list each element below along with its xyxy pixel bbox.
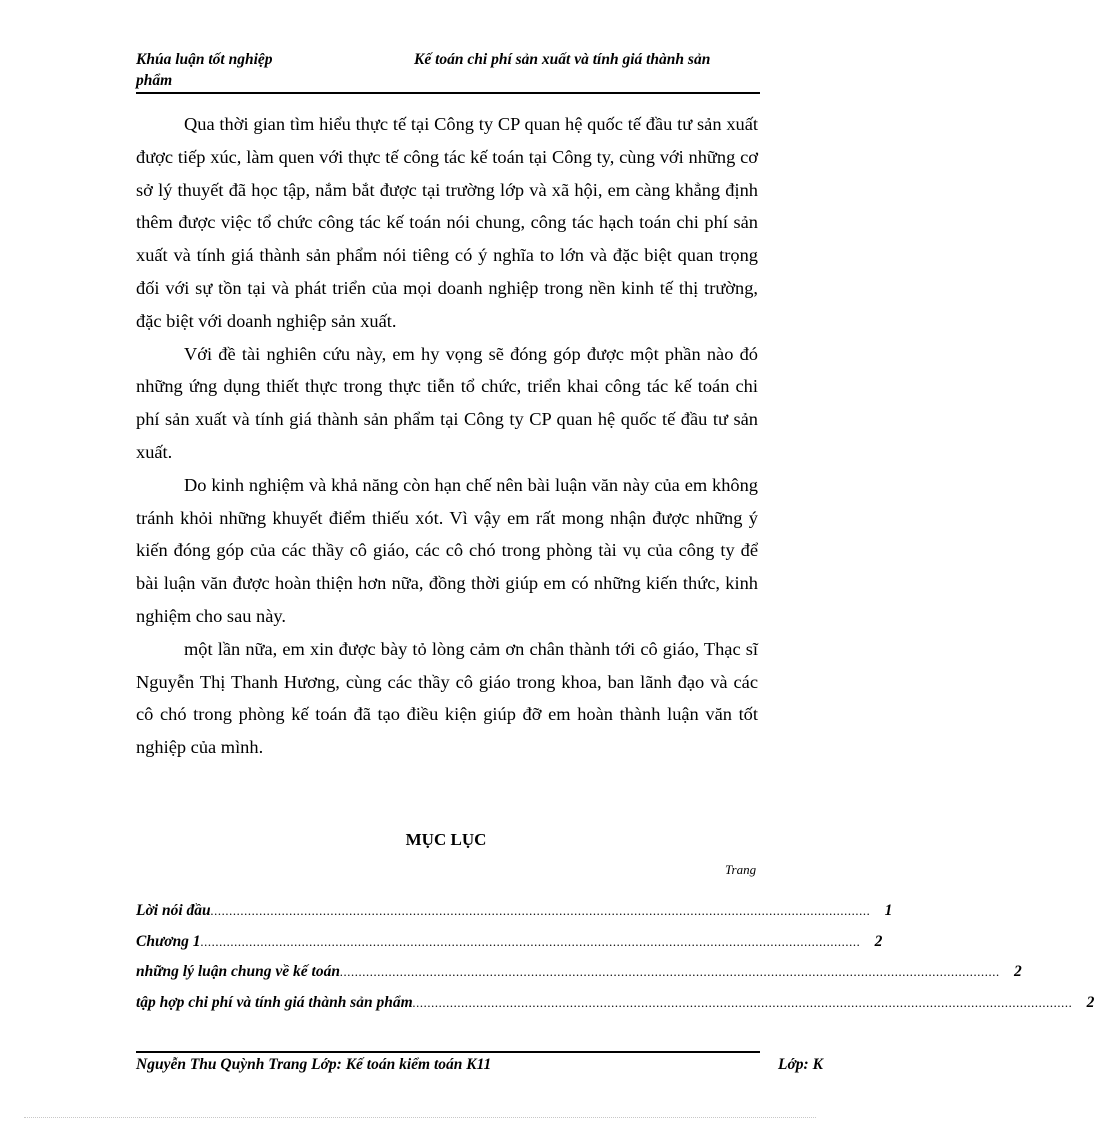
toc-entry-page: 2 bbox=[1086, 993, 1094, 1011]
page-header bbox=[136, 46, 760, 94]
acknowledgement-body bbox=[136, 108, 758, 764]
toc-title: MỤC LỤC bbox=[405, 830, 487, 849]
footer-author-class: Nguyễn Thu Quỳnh Trang Lớp: Kế toán kiểm toán K11 bbox=[136, 1056, 492, 1073]
toc-entry-page: 2 bbox=[874, 932, 883, 950]
toc-entry-label: Lời nói đầu bbox=[136, 902, 211, 919]
toc-entry[interactable] bbox=[136, 963, 1022, 994]
toc-entry-label: tập hợp chi phí và tính giá thành sản phẩm bbox=[136, 993, 413, 1011]
body-paragraph: Với đề tài nghiên cứu này, em hy vọng sẽ đóng góp được một phần nào đó những ứng dụng thiết thực trong thực tiễn tổ chức, triển khai công tác kế toán chi phí sản xuất và tính giá thành sản phẩm tại Công ty CP quan hệ quốc tế đầu tư sản xuất. bbox=[136, 343, 758, 462]
body-paragraph: Do kinh nghiệm và khả năng còn hạn chế nên bài luận văn này của em không tránh khỏi những khuyết điểm thiếu xót. Vì vậy em rất mong nhận được những ý kiến đóng góp của các thầy cô giáo, các cô chó trong phòng tài vụ của công ty để bài luận văn được hoàn thiện hơn nữa, đồng thời giúp em có những kiến thức, kinh nghiệm cho sau này. bbox=[136, 474, 758, 626]
toc-entry-label: những lý luận chung về kế toán bbox=[136, 963, 340, 980]
toc-entry[interactable] bbox=[136, 993, 1094, 1025]
toc-leader-dots: ................................................................................................................................................................................ bbox=[210, 903, 871, 918]
page-edge bbox=[24, 1117, 816, 1118]
toc-entry-page: 1 bbox=[884, 902, 893, 919]
body-paragraph: Qua thời gian tìm hiểu thực tế tại Công ty CP quan hệ quốc tế đầu tư sản xuất được tiếp xúc, làm quen với thực tế công tác kế toán tại Công ty, cùng với những cơ sở lý thuyết đã học tập, nắm bắt được tại trường lớp và xã hội, em càng khẳng định thêm được việc tổ chức công tác kế toán nói chung, công tác hạch toán chi phí sản xuất và tính giá thành sản phẩm nói tiêng có ý nghĩa to lớn và đặc biệt quan trọng đối với sự tồn tại và phát triển của mọi doanh nghiệp trong nền kinh tế thị trường, đặc biệt với doanh nghiệp sản xuất. bbox=[136, 114, 758, 331]
header-thesis-label: Khúa luận tốt nghiệp bbox=[136, 51, 273, 68]
toc-entry-page: 2 bbox=[1013, 963, 1022, 980]
toc-leader-dots: ................................................................................................................................................................................ bbox=[200, 933, 861, 949]
footer-class-label: Lớp: K bbox=[778, 1056, 823, 1073]
header-topic-title-wrap: phẩm bbox=[136, 72, 173, 89]
toc-leader-dots: ................................................................................................................................................................................ bbox=[339, 964, 1000, 979]
toc-entry[interactable] bbox=[136, 902, 893, 933]
header-topic-title: Kế toán chi phí sản xuất và tính giá thành sản bbox=[414, 51, 711, 68]
toc-page-column-label: Trang bbox=[725, 862, 757, 877]
table-of-contents bbox=[136, 902, 1094, 1024]
body-paragraph: một lần nữa, em xin được bày tỏ lòng cảm ơn chân thành tới cô giáo, Thạc sĩ Nguyễn Thị Thanh Hương, cùng các thầy cô giáo trong khoa, ban lãnh đạo và các cô chó trong phòng kế toán đã tạo điều kiện giúp đỡ em hoàn thành luận văn tốt nghiệp của mình. bbox=[136, 638, 758, 758]
toc-leader-dots: ................................................................................................................................................................................ bbox=[412, 994, 1073, 1010]
toc-entry[interactable] bbox=[136, 932, 883, 964]
footer-divider bbox=[136, 1051, 760, 1053]
toc-entry-label: Chương 1 bbox=[136, 932, 201, 950]
